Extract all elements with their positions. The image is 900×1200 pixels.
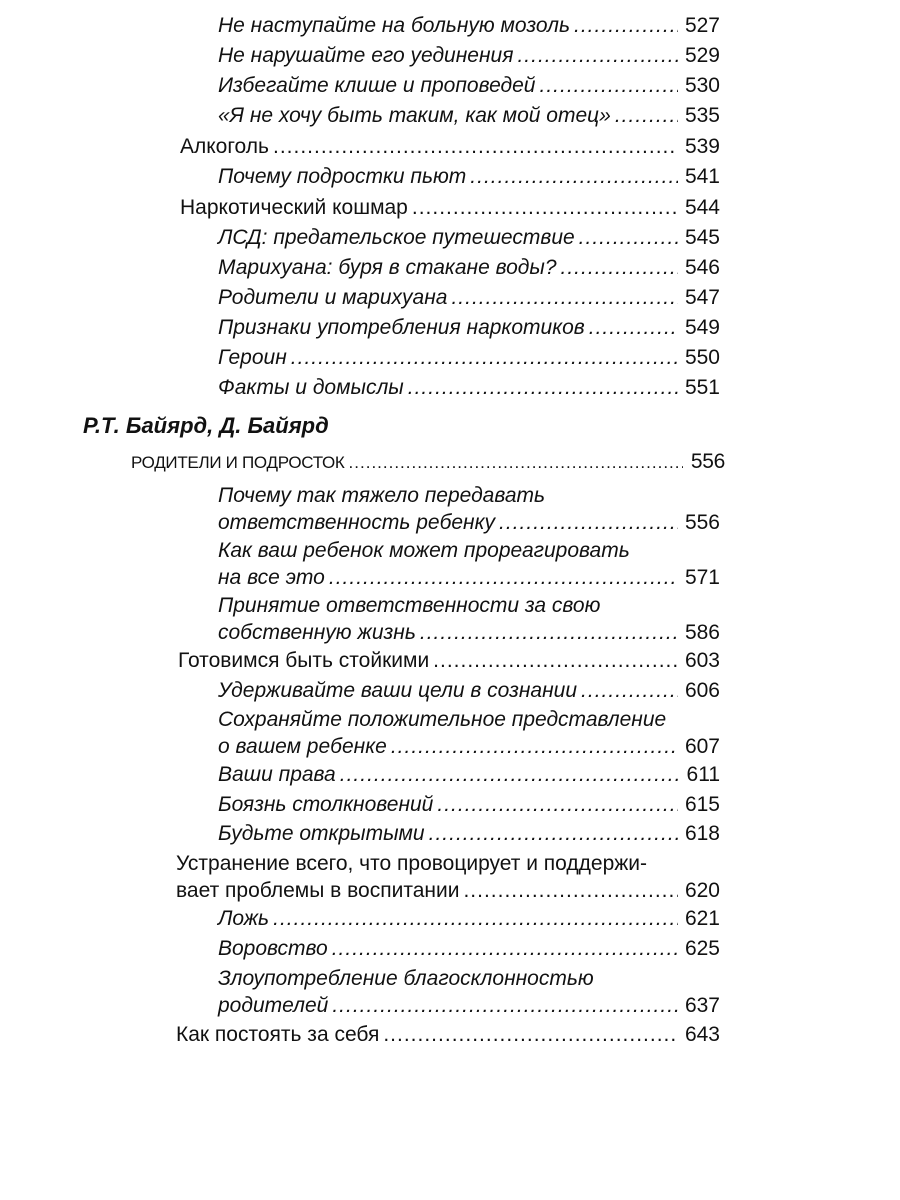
toc-leader-dots [349, 450, 683, 476]
toc-entry-title: Ложь [218, 907, 270, 930]
toc-entry-title: Героин [218, 346, 287, 369]
toc-entry [218, 374, 720, 401]
toc-leader-dots [581, 677, 678, 704]
toc-entry-title: Воровство [218, 937, 328, 960]
toc-entry-title: ЛСД: предательское путешествие [218, 226, 575, 249]
toc-entry-title: Признаки употребления наркотиков [218, 316, 585, 339]
toc-entry-page: 615 [684, 793, 720, 816]
toc-entry [218, 706, 720, 760]
toc-entry [218, 102, 720, 129]
toc-entry-page: 611 [686, 763, 720, 786]
toc-entry-title: родителей [218, 994, 329, 1017]
toc-entry-title: Наркотический кошмар [180, 196, 408, 219]
toc-leader-dots [579, 224, 678, 251]
toc-entry-page: 541 [684, 165, 720, 188]
toc-leader-dots [589, 314, 678, 341]
toc-entry-page: 603 [684, 649, 720, 672]
toc-entry [180, 133, 720, 160]
toc-entry [218, 314, 720, 341]
toc-entry [178, 647, 720, 674]
toc-entry [218, 677, 720, 704]
toc-entry-page: 625 [684, 937, 720, 960]
toc-leader-dots [470, 163, 678, 190]
toc-entry [180, 194, 720, 221]
toc-entry-page: 586 [684, 621, 720, 644]
toc-entry-title: Будьте открытыми [218, 822, 425, 845]
toc-entry [218, 284, 720, 311]
toc-entry-page: 530 [684, 74, 720, 97]
section-title: РОДИТЕЛИ И ПОДРОСТОК [131, 453, 345, 472]
toc-entry-title: Факты и домыслы [218, 376, 404, 399]
toc-leader-dots [332, 992, 678, 1019]
toc-entry-title: Как постоять за себя [176, 1023, 380, 1046]
toc-leader-dots [412, 194, 678, 221]
toc-entry [176, 1021, 720, 1048]
toc-leader-dots [437, 791, 678, 818]
toc-entry-page: 551 [684, 376, 720, 399]
toc-entry-title: Ваши права [218, 763, 336, 786]
toc-entry-page: 544 [684, 196, 720, 219]
toc-entry [218, 482, 720, 536]
toc-entry-title: Почему подростки пьют [218, 165, 467, 188]
toc-entry-title: «Я не хочу быть таким, как мой отец» [218, 104, 611, 127]
toc-leader-dots [517, 42, 678, 69]
toc-leader-dots [539, 72, 678, 99]
toc-entry-title: Не наступайте на больную мозоль [218, 14, 571, 37]
toc-entry-title: Алкоголь [180, 135, 269, 158]
toc-entry-page: 550 [684, 346, 720, 369]
author-heading: Р.Т. Байярд, Д. Байярд [83, 413, 329, 438]
toc-entry-page: 606 [684, 679, 720, 702]
toc-entry [218, 12, 720, 39]
toc-leader-dots [273, 133, 678, 160]
toc-leader-dots [273, 905, 678, 932]
toc-entry-title: Родители и марихуана [218, 286, 448, 309]
toc-leader-dots [433, 647, 678, 674]
toc-entry [218, 761, 720, 788]
toc-leader-dots [574, 12, 678, 39]
toc-entry-title: собственную жизнь [218, 621, 416, 644]
toc-entry-title-line1: Сохраняйте положительное представление [218, 708, 667, 731]
toc-entry [218, 254, 720, 281]
toc-entry-title: Марихуана: буря в стакане воды? [218, 256, 557, 279]
toc-leader-dots [463, 877, 678, 904]
toc-leader-dots [291, 344, 678, 371]
toc-entry-page: 571 [684, 566, 720, 589]
toc-leader-dots [615, 102, 678, 129]
toc-entry-page: 527 [684, 14, 720, 37]
toc-entry-title: о вашем ребенке [218, 735, 387, 758]
toc-entry [218, 163, 720, 190]
toc-entry [218, 791, 720, 818]
toc-entry-title: Боязнь столкновений [218, 793, 434, 816]
toc-leader-dots [329, 564, 678, 591]
toc-entry [218, 935, 720, 962]
toc-entry-title: ответственность ребенку [218, 511, 496, 534]
toc-leader-dots [561, 254, 678, 281]
toc-entry [218, 537, 720, 591]
toc-leader-dots [408, 374, 678, 401]
toc-entry [218, 42, 720, 69]
toc-entry-title-line1: Злоупотребление благосклонностью [218, 967, 594, 990]
toc-entry-page: 607 [684, 735, 720, 758]
toc-leader-dots [451, 284, 678, 311]
toc-entry-page: 535 [684, 104, 720, 127]
toc-entry [218, 592, 720, 646]
toc-leader-dots [499, 509, 678, 536]
toc-leader-dots [429, 820, 678, 847]
toc-leader-dots [383, 1021, 678, 1048]
section-heading [131, 449, 725, 476]
toc-entry-title-line1: Как ваш ребенок может прореагировать [218, 539, 630, 562]
toc-entry [218, 820, 720, 847]
toc-entry-page: 621 [684, 907, 720, 930]
toc-entry-title: Готовимся быть стойкими [178, 649, 430, 672]
toc-leader-dots [332, 935, 678, 962]
toc-entry-page: 539 [684, 135, 720, 158]
toc-entry-title: Не нарушайте его уединения [218, 44, 514, 67]
toc-entry-title-line1: Почему так тяжело передавать [218, 484, 546, 507]
toc-entry-title: Удерживайте ваши цели в сознании [218, 679, 578, 702]
toc-entry-page: 545 [684, 226, 720, 249]
toc-entry-title: на все это [218, 566, 325, 589]
toc-entry [218, 224, 720, 251]
toc-entry [218, 344, 720, 371]
section-page: 556 [690, 450, 725, 473]
toc-entry [218, 965, 720, 1019]
toc-entry-title: вает проблемы в воспитании [176, 879, 460, 902]
toc-leader-dots [340, 761, 678, 788]
toc-entry-page: 618 [684, 822, 720, 845]
toc-entry-page: 549 [684, 316, 720, 339]
toc-entry [218, 72, 720, 99]
toc-entry [176, 850, 720, 904]
toc-entry-page: 547 [684, 286, 720, 309]
toc-entry-title-line1: Устранение всего, что провоцирует и поддержи- [176, 852, 648, 875]
toc-entry-page: 556 [684, 511, 720, 534]
toc-entry-page: 637 [684, 994, 720, 1017]
toc-entry-page: 546 [684, 256, 720, 279]
toc-entry [218, 905, 720, 932]
toc-leader-dots [420, 619, 678, 646]
toc-entry-title-line1: Принятие ответственности за свою [218, 594, 601, 617]
toc-leader-dots [391, 733, 678, 760]
toc-entry-page: 620 [684, 879, 720, 902]
toc-entry-title: Избегайте клише и проповедей [218, 74, 536, 97]
toc-entry-page: 529 [684, 44, 720, 67]
toc-entry-page: 643 [684, 1023, 720, 1046]
